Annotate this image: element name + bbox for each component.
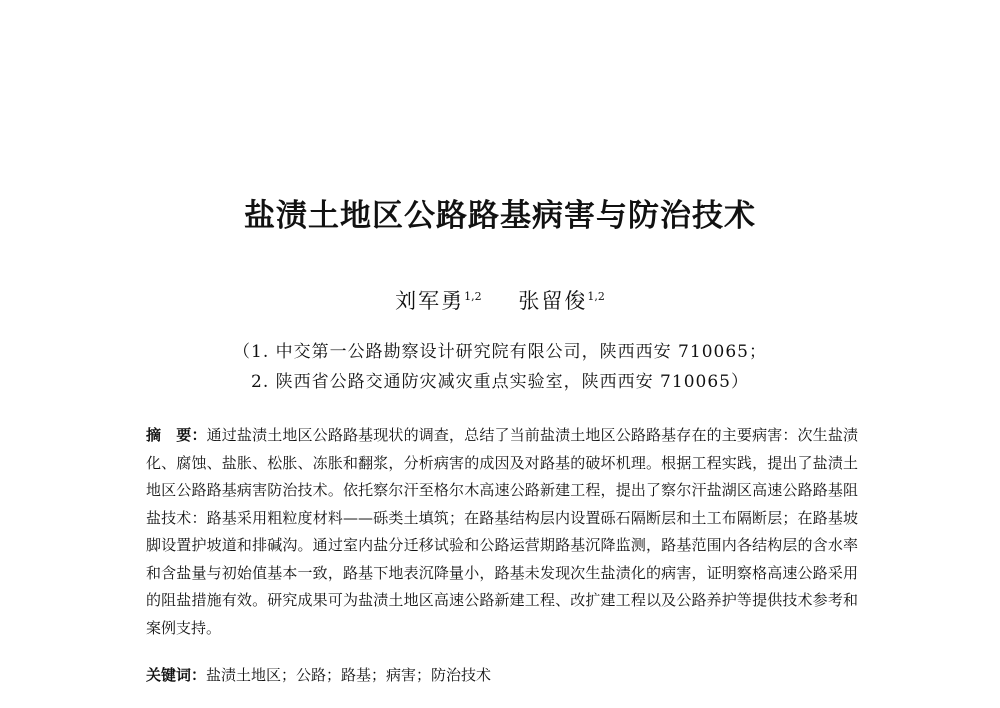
abstract-text: 通过盐渍土地区公路路基现状的调查，总结了当前盐渍土地区公路路基存在的主要病害：次生盐渍化、腐蚀、盐胀、松胀、冻胀和翻浆，分析病害的成因及对路基的破坏机理。根据工程实践，提出了盐渍土地区公路路基病害防治技术。依托察尔汗至格尔木高速公路新建工程，提出了察尔汗盐湖区高速公路路基阻盐技术：路基采用粗粒度材料——砾类土填筑；在路基结构层内设置砾石隔断层和土工布隔断层；在路基坡脚设置护坡道和排碱沟。通过室内盐分迁移试验和公路运营期路基沉降监测，路基范围内各结构层的含水率和含盐量与初始值基本一致，路基下地表沉降量小，路基未发现次生盐渍化的病害，证明察格高速公路采用的阻盐措施有效。研究成果可为盐渍土地区高速公路新建工程、改扩建工程以及公路养护等提供技术参考和案例支持。 — [146, 426, 858, 637]
author-1 — [395, 286, 482, 316]
author-2 — [518, 286, 605, 316]
abstract-label: 摘 要： — [146, 426, 207, 444]
keywords-text: 盐渍土地区；公路；路基；病害；防治技术 — [206, 666, 492, 684]
affiliation-2: 2. 陕西省公路交通防灾减灾重点实验室，陕西西安 710065） — [251, 372, 749, 392]
keywords — [146, 662, 858, 689]
author-name: 张留俊 — [518, 289, 588, 313]
keywords-label: 关键词： — [146, 666, 207, 684]
paper-title: 盐渍土地区公路路基病害与防治技术 — [244, 198, 756, 234]
author-list — [0, 286, 1000, 316]
affiliation-1: （1. 中交第一公路勘察设计研究院有限公司，陕西西安 710065； — [233, 342, 767, 362]
author-name: 刘军勇 — [395, 289, 465, 313]
affiliation-mark: 1,2 — [464, 290, 482, 303]
abstract — [146, 422, 858, 642]
affiliation-mark: 1,2 — [587, 290, 605, 303]
